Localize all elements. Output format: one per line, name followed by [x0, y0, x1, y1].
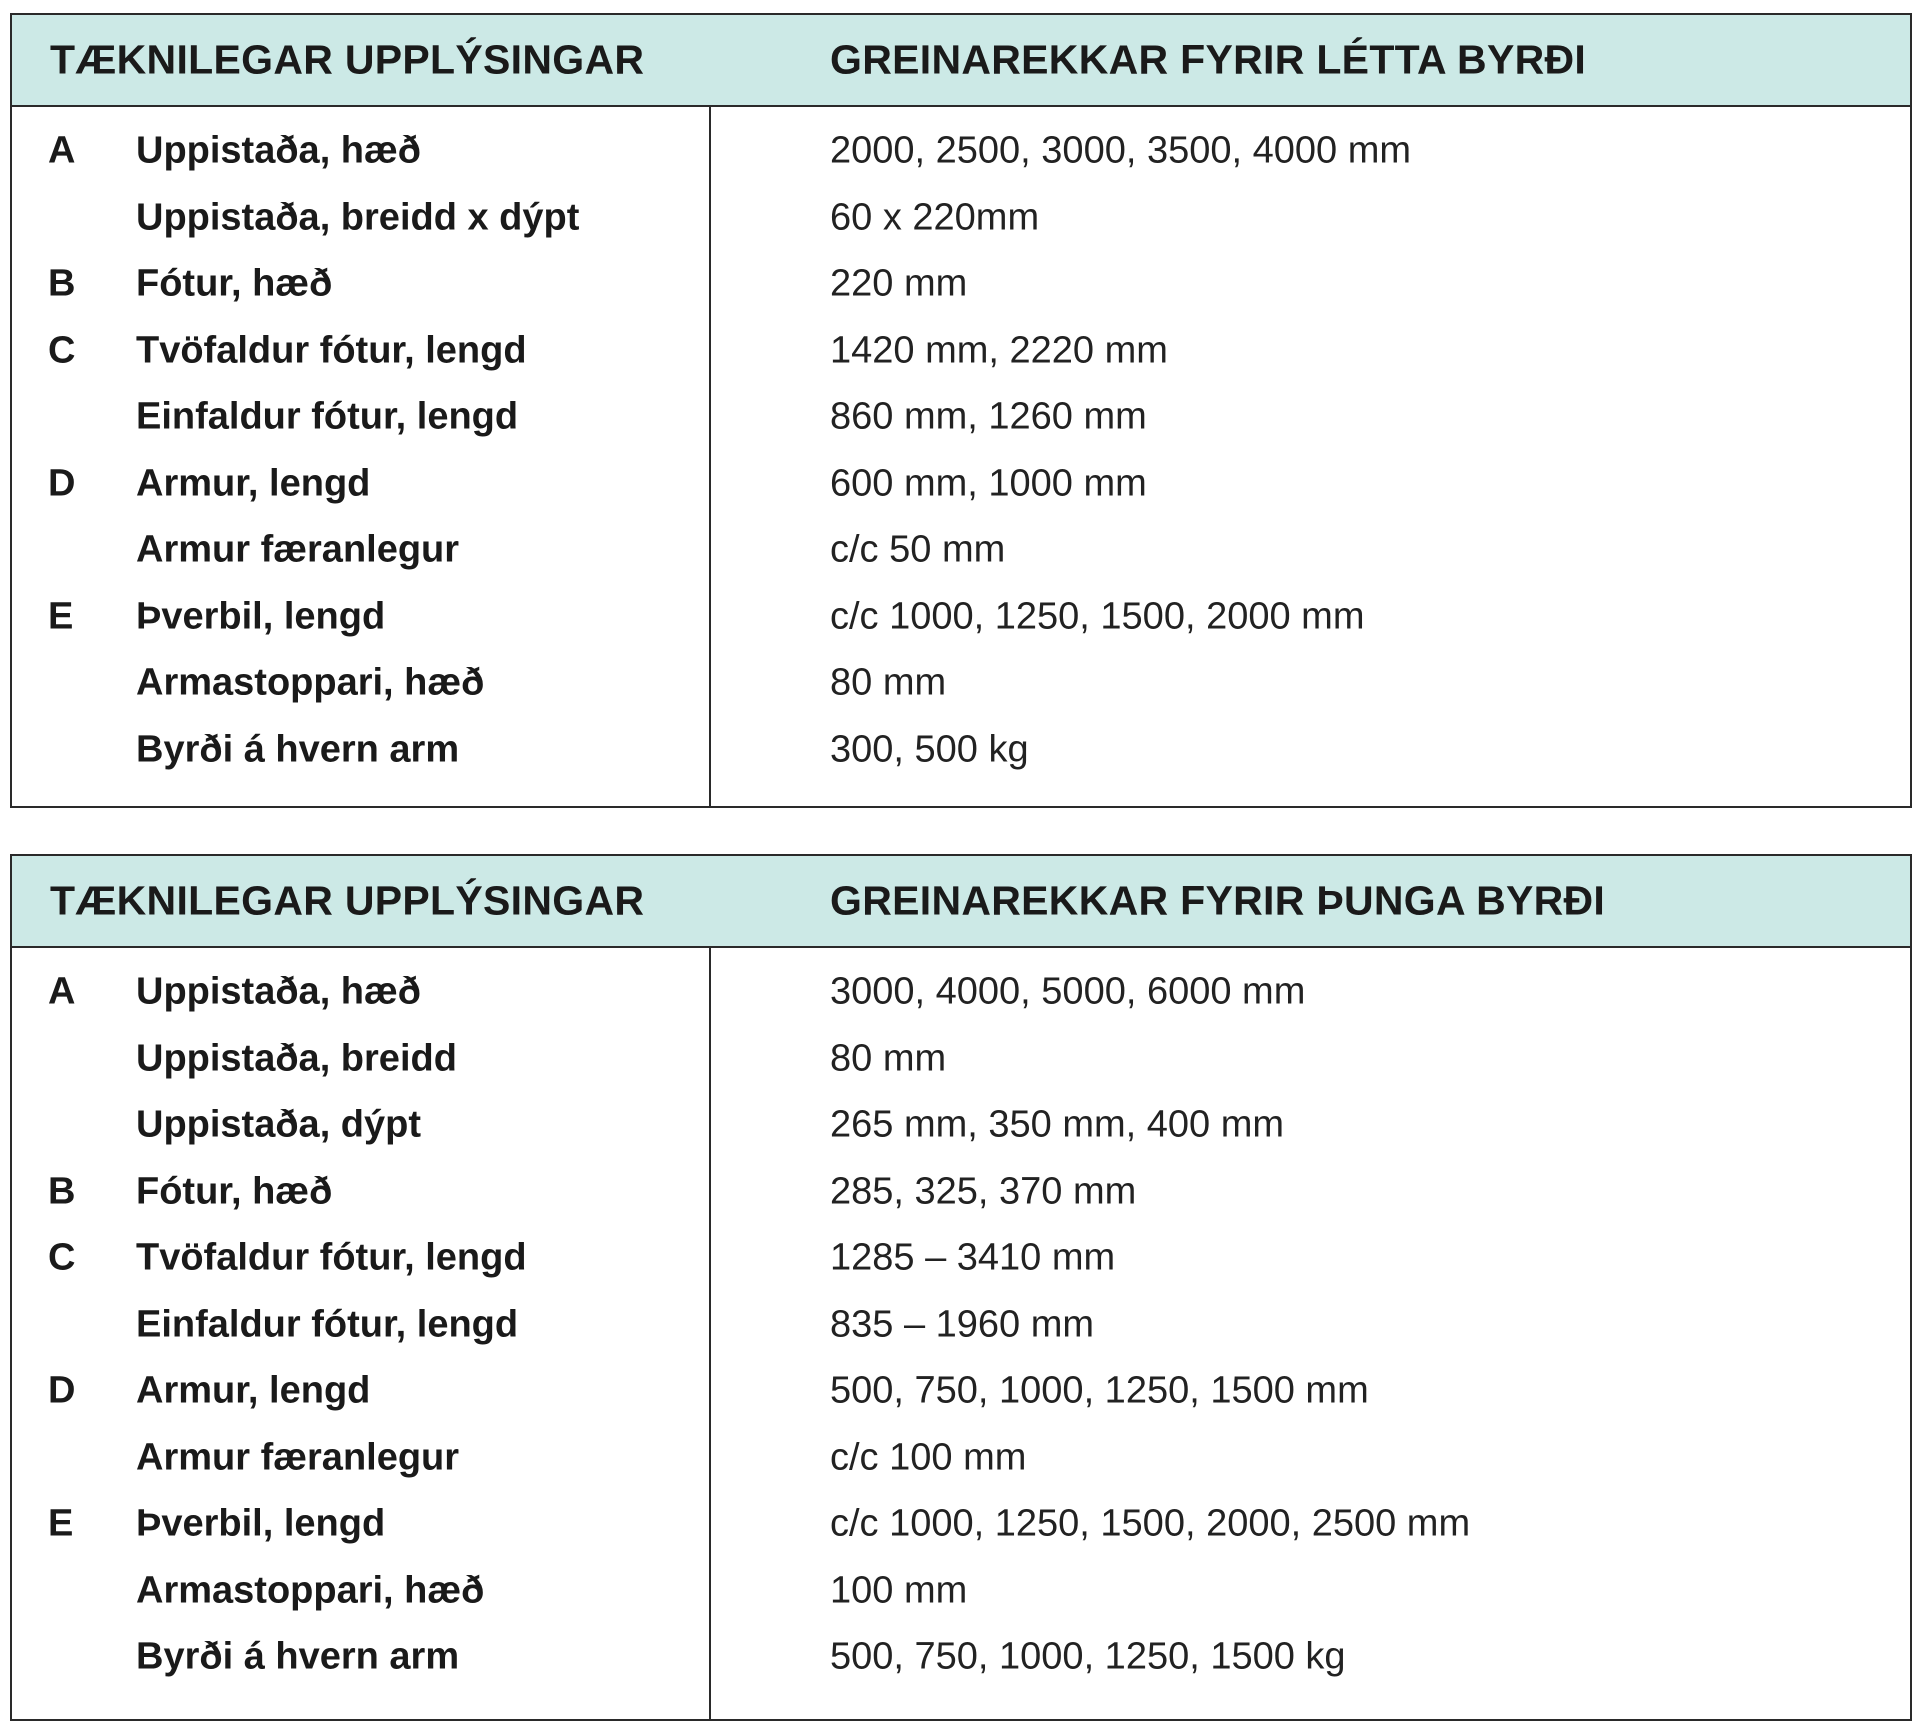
- row-label: Þverbil, lengd: [136, 1502, 386, 1545]
- table-row: [12, 318, 1910, 385]
- row-label: Tvöfaldur fótur, lengd: [136, 1236, 527, 1279]
- row-value: 300, 500 kg: [830, 728, 1029, 771]
- row-value: 265 mm, 350 mm, 400 mm: [830, 1103, 1285, 1146]
- row-label: Byrði á hvern arm: [136, 1635, 460, 1678]
- header-right-title: GREINAREKKAR FYRIR LÉTTA BYRÐI: [830, 36, 1587, 83]
- row-label: Armur færanlegur: [136, 528, 460, 571]
- row-letter: C: [48, 329, 76, 372]
- row-label: Einfaldur fótur, lengd: [136, 395, 519, 438]
- row-value: 600 mm, 1000 mm: [830, 462, 1147, 505]
- row-label: Tvöfaldur fótur, lengd: [136, 329, 527, 372]
- row-value: 80 mm: [830, 1037, 947, 1080]
- row-value: c/c 1000, 1250, 1500, 2000 mm: [830, 595, 1365, 638]
- table-row: [12, 1292, 1910, 1359]
- row-letter: D: [48, 462, 76, 505]
- row-value: c/c 50 mm: [830, 528, 1006, 571]
- table-row: [12, 1558, 1910, 1625]
- row-label: Armur, lengd: [136, 462, 371, 505]
- header-left-title: TÆKNILEGAR UPPLÝSINGAR: [50, 36, 645, 83]
- table-row: [12, 251, 1910, 318]
- table-row: [12, 517, 1910, 584]
- row-label: Þverbil, lengd: [136, 595, 386, 638]
- spec-table-heavy-load: [10, 854, 1912, 1721]
- row-letter: E: [48, 1502, 74, 1545]
- table-row: [12, 1026, 1910, 1093]
- row-label: Byrði á hvern arm: [136, 728, 460, 771]
- table-row: [12, 1092, 1910, 1159]
- row-value: 1285 – 3410 mm: [830, 1236, 1116, 1279]
- row-label: Uppistaða, hæð: [136, 970, 422, 1013]
- header-right-title: GREINAREKKAR FYRIR ÞUNGA BYRÐI: [830, 877, 1606, 924]
- table-row: [12, 118, 1910, 185]
- table-row: [12, 1491, 1910, 1558]
- row-value: 835 – 1960 mm: [830, 1303, 1095, 1346]
- table-row: [12, 1624, 1910, 1691]
- table-row: [12, 185, 1910, 252]
- row-value: 2000, 2500, 3000, 3500, 4000 mm: [830, 129, 1412, 172]
- row-letter: C: [48, 1236, 76, 1279]
- table-row: [12, 650, 1910, 717]
- row-label: Uppistaða, dýpt: [136, 1103, 422, 1146]
- row-value: 500, 750, 1000, 1250, 1500 kg: [830, 1635, 1346, 1678]
- row-label: Armur, lengd: [136, 1369, 371, 1412]
- table-body: [12, 948, 1910, 1691]
- table-row: [12, 1159, 1910, 1226]
- row-letter: D: [48, 1369, 76, 1412]
- table-row: [12, 1225, 1910, 1292]
- row-letter: E: [48, 595, 74, 638]
- table-row: [12, 384, 1910, 451]
- row-value: 60 x 220mm: [830, 196, 1040, 239]
- row-label: Einfaldur fótur, lengd: [136, 1303, 519, 1346]
- row-value: 285, 325, 370 mm: [830, 1170, 1137, 1213]
- table-header: [12, 15, 1910, 107]
- header-left-title: TÆKNILEGAR UPPLÝSINGAR: [50, 877, 645, 924]
- table-row: [12, 959, 1910, 1026]
- row-letter: B: [48, 1170, 76, 1213]
- row-value: 220 mm: [830, 262, 968, 305]
- row-label: Uppistaða, breidd x dýpt: [136, 196, 580, 239]
- row-letter: A: [48, 970, 76, 1013]
- table-header: [12, 856, 1910, 948]
- row-letter: B: [48, 262, 76, 305]
- spec-table-light-load: [10, 13, 1912, 808]
- row-value: 100 mm: [830, 1569, 968, 1612]
- row-label: Armastoppari, hæð: [136, 1569, 485, 1612]
- table-row: [12, 717, 1910, 784]
- row-value: c/c 100 mm: [830, 1436, 1027, 1479]
- row-label: Uppistaða, hæð: [136, 129, 422, 172]
- row-value: 1420 mm, 2220 mm: [830, 329, 1168, 372]
- row-label: Uppistaða, breidd: [136, 1037, 457, 1080]
- row-value: 500, 750, 1000, 1250, 1500 mm: [830, 1369, 1369, 1412]
- row-label: Armastoppari, hæð: [136, 661, 485, 704]
- row-letter: A: [48, 129, 76, 172]
- row-value: 80 mm: [830, 661, 947, 704]
- table-row: [12, 1358, 1910, 1425]
- row-value: c/c 1000, 1250, 1500, 2000, 2500 mm: [830, 1502, 1471, 1545]
- row-label: Fótur, hæð: [136, 1170, 333, 1213]
- table-row: [12, 1425, 1910, 1492]
- table-body: [12, 107, 1910, 783]
- table-row: [12, 451, 1910, 518]
- row-value: 860 mm, 1260 mm: [830, 395, 1147, 438]
- row-label: Fótur, hæð: [136, 262, 333, 305]
- row-label: Armur færanlegur: [136, 1436, 460, 1479]
- table-row: [12, 584, 1910, 651]
- row-value: 3000, 4000, 5000, 6000 mm: [830, 970, 1306, 1013]
